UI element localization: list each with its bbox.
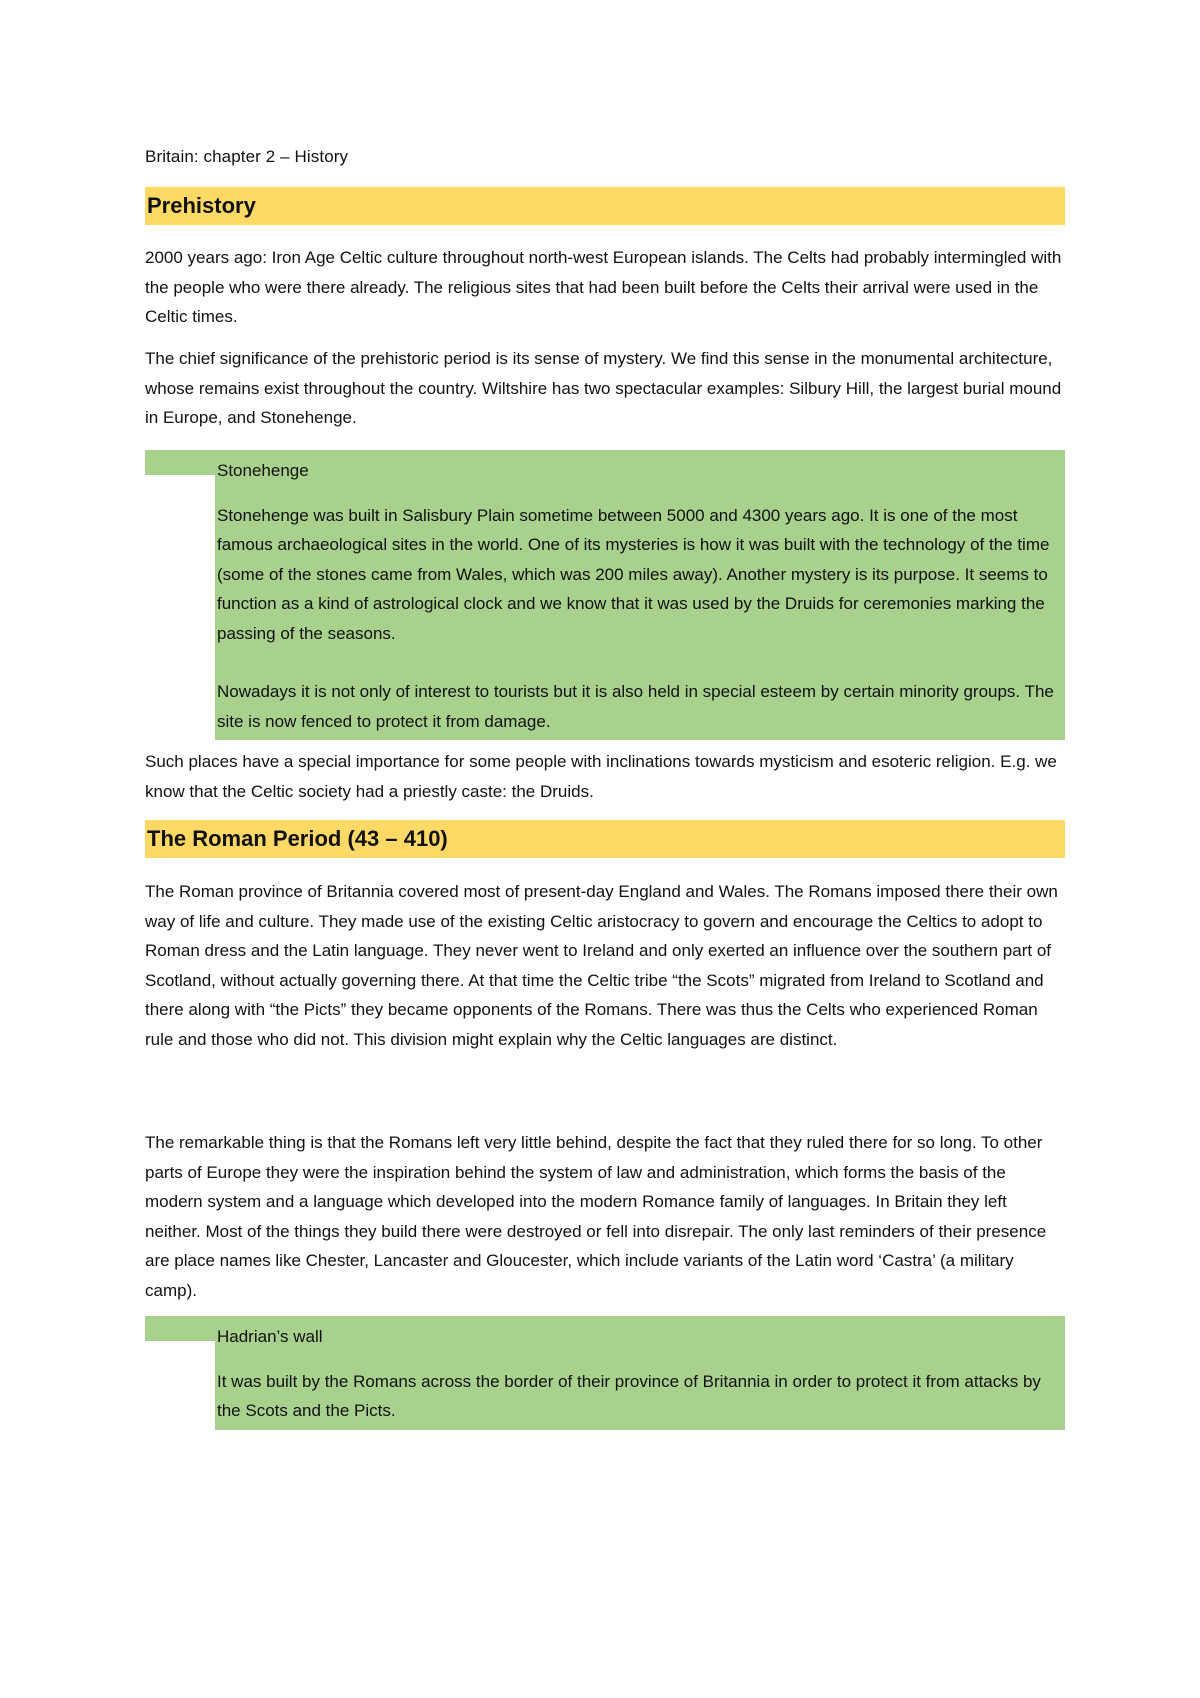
hadrians-wall-box-title: Hadrian’s wall (217, 1327, 323, 1346)
stonehenge-box-paragraph-2: Nowadays it is not only of interest to tourists but it is also held in special esteem by certain minority groups. The site is now fenced to protect it from damage. (217, 682, 1054, 731)
stonehenge-box-title: Stonehenge (217, 461, 309, 480)
stonehenge-box-tab (145, 450, 217, 475)
stonehenge-box-body (215, 450, 1065, 740)
section-heading-prehistory: Prehistory (145, 187, 1065, 225)
hadrians-wall-box-tab (145, 1316, 217, 1341)
prehistory-paragraph-after-box: Such places have a special importance for some people with inclinations towards mysticism and esoteric religion. E.g. we know that the Celtic society had a priestly caste: the Druids. (145, 752, 1057, 801)
document-title: Britain: chapter 2 – History (145, 147, 349, 166)
hadrians-wall-box-body (215, 1316, 1065, 1430)
prehistory-paragraph-2: The chief significance of the prehistoric period is its sense of mystery. We find this sense in the monumental architecture, whose remains exist throughout the country. Wiltshire has two spectacular examples: Silbury Hill, the largest burial mound in Europe, and Stonehenge. (145, 349, 1062, 427)
stonehenge-box-paragraph-1: Stonehenge was built in Salisbury Plain sometime between 5000 and 4300 years ago. It is one of the most famous archaeological sites in the world. One of its mysteries is how it was built with the technology of the time (some of the stones came from Wales, which was 200 miles away). Another mystery is its purpose. It seems to function as a kind of astrological clock and we know that it was used by the Druids for ceremonies marking the passing of the seasons. (217, 505, 1050, 643)
roman-paragraph-1: The Roman province of Britannia covered most of present-day England and Wales. The Romans imposed there their own way of life and culture. They made use of the existing Celtic aristocracy to govern and encourage the Celtics to adopt to Roman dress and the Latin language. They never went to Ireland and only exerted an influence over the southern part of Scotland, without actually governing there. At that time the Celtic tribe “the Scots” migrated from Ireland to Scotland and there along with “the Picts” they became opponents of the Romans. There was thus the Celts who experienced Roman rule and those who did not. This division might explain why the Celtic languages are distinct. (145, 882, 1058, 1049)
section-heading-roman-period: The Roman Period (43 – 410) (145, 820, 1065, 858)
prehistory-paragraph-1: 2000 years ago: Iron Age Celtic culture throughout north-west European islands. The Celts had probably intermingled with the people who were there already. The religious sites that had been built before the Celts their arrival were used in the Celtic times. (145, 248, 1062, 326)
roman-paragraph-2: The remarkable thing is that the Romans left very little behind, despite the fact that they ruled there for so long. To other parts of Europe they were the inspiration behind the system of law and administration, which forms the basis of the modern system and a language which developed into the modern Romance family of languages. In Britain they left neither. Most of the things they build there were destroyed or fell into disrepair. The only last reminders of their presence are place names like Chester, Lancaster and Gloucester, which include variants of the Latin word ‘Castra’ (a military camp). (145, 1133, 1047, 1300)
hadrians-wall-box-paragraph-1: It was built by the Romans across the border of their province of Britannia in order to protect it from attacks by the Scots and the Picts. (217, 1371, 1041, 1420)
